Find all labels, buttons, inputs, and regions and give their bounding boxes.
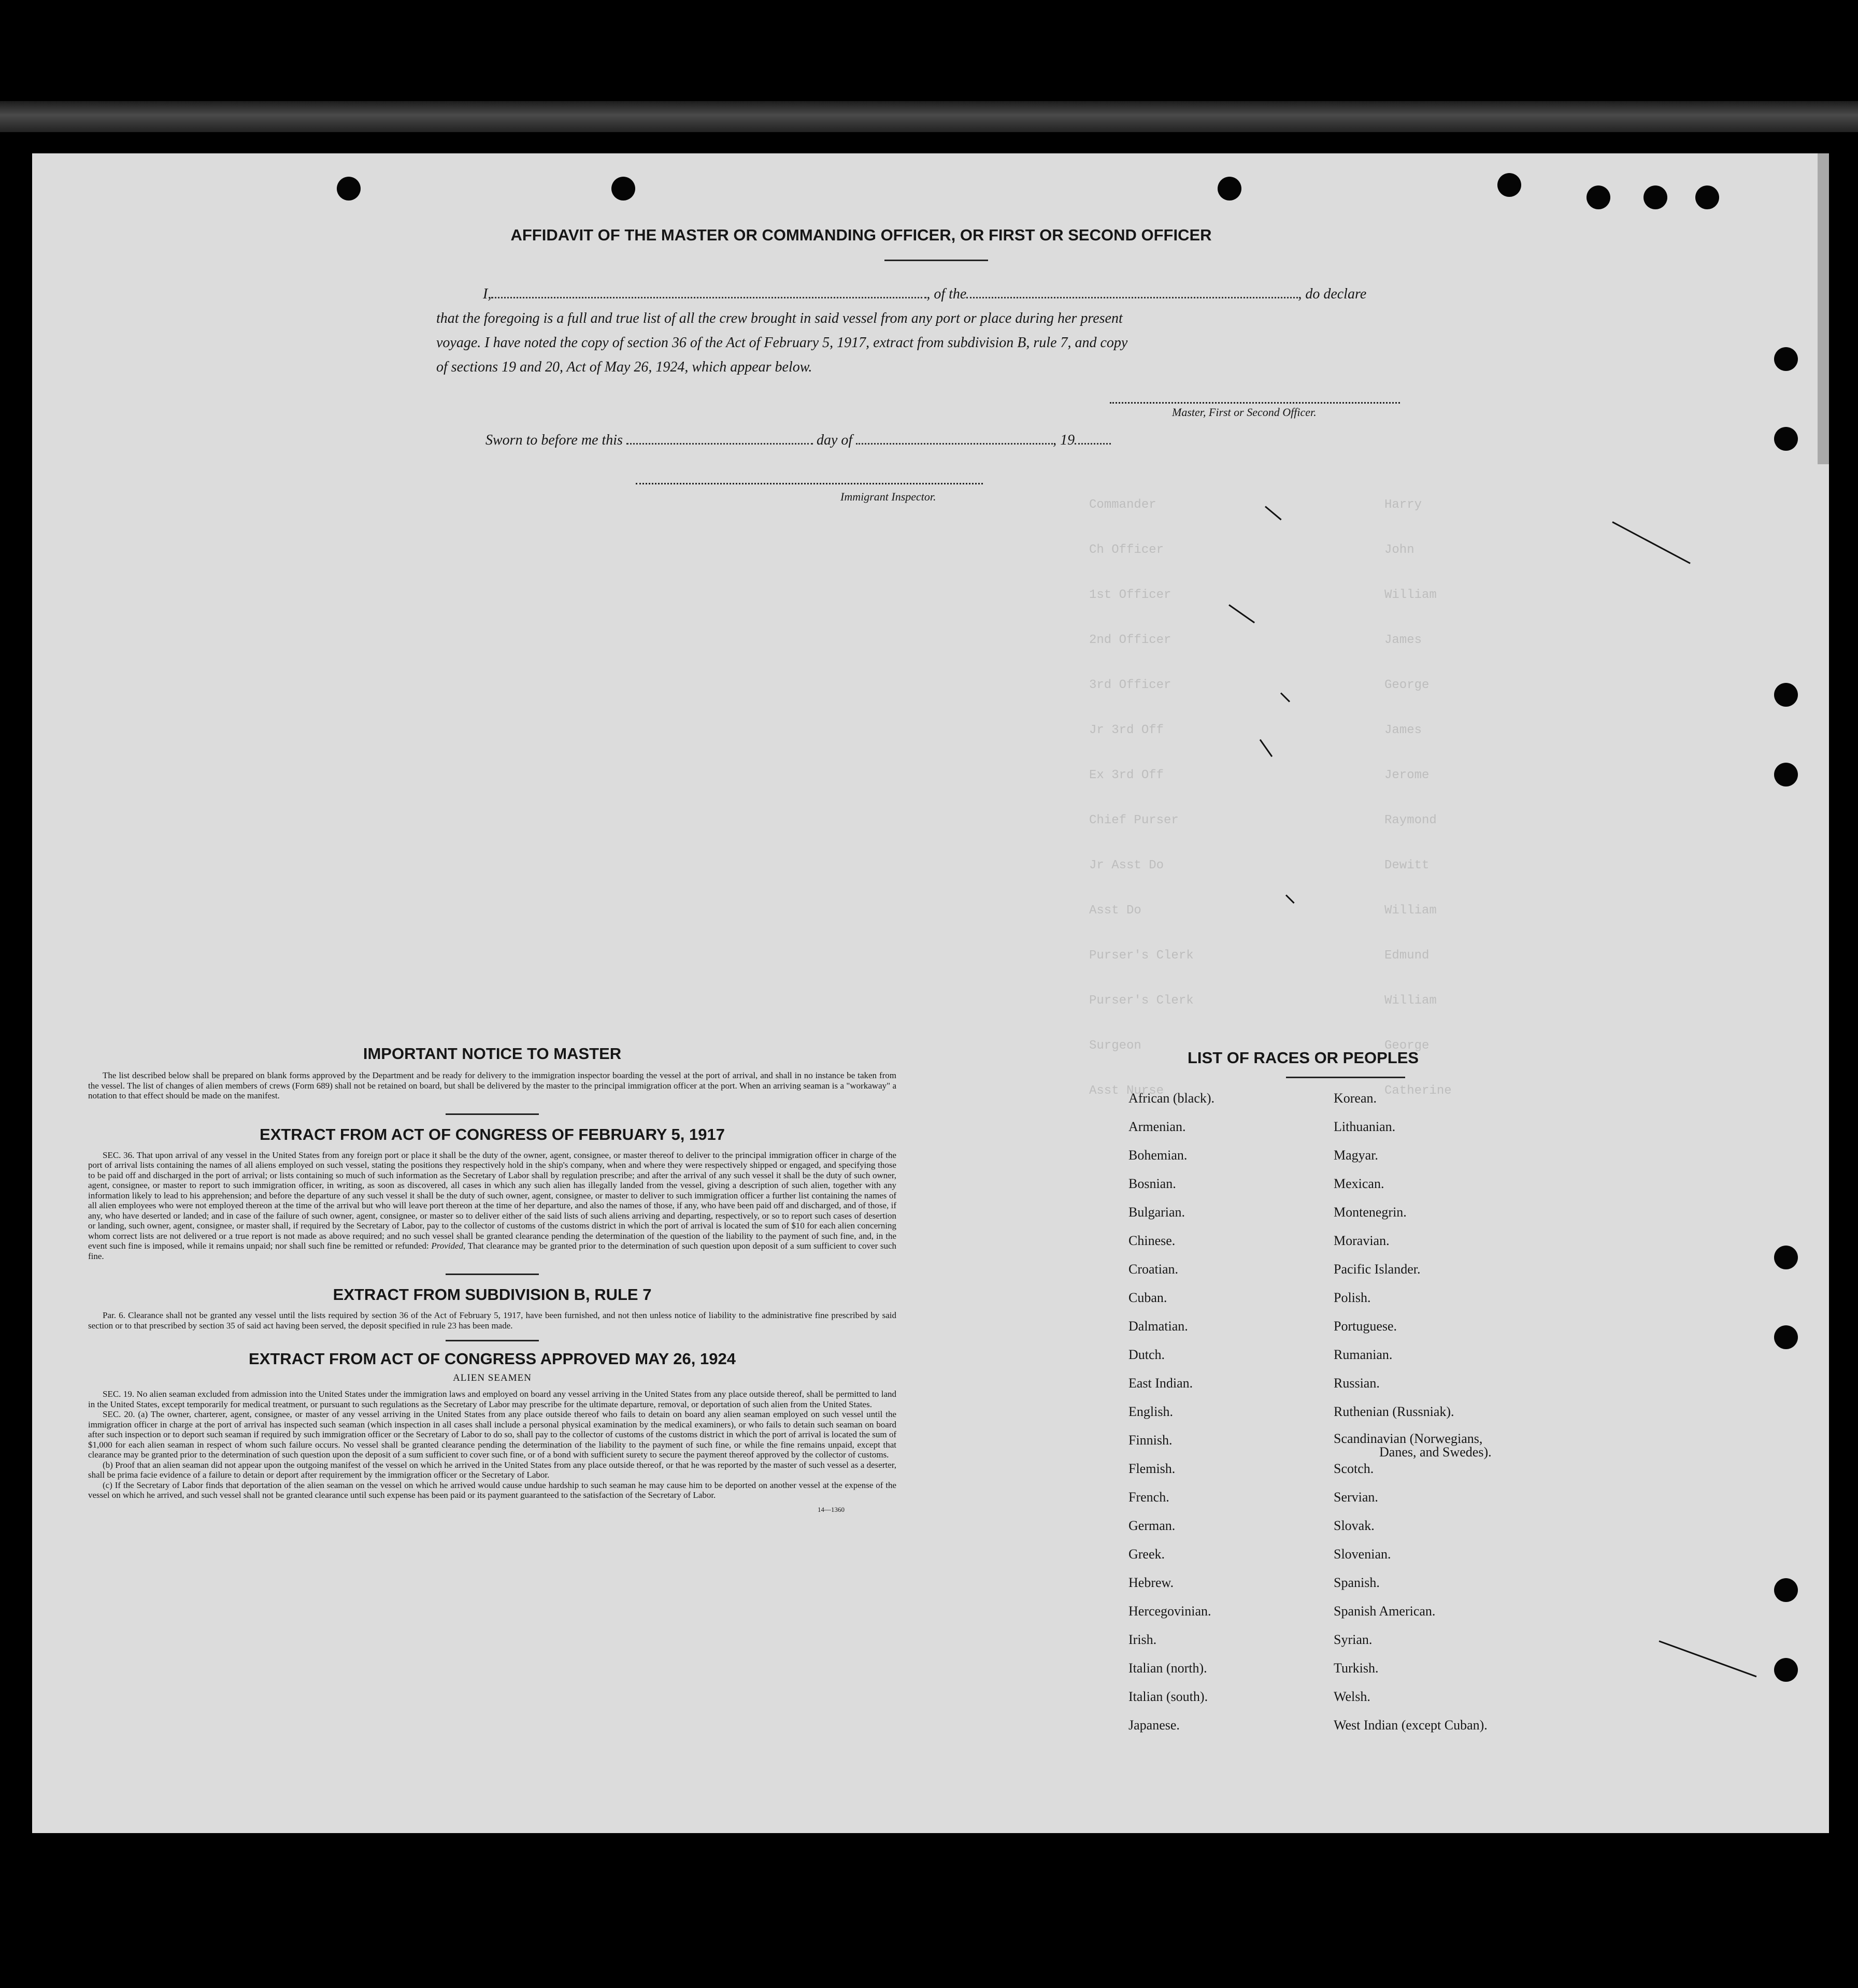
tick-mark	[1260, 739, 1273, 757]
tick-mark	[1228, 604, 1255, 623]
race-item: Spanish American.	[1334, 1604, 1436, 1619]
form-number: 14—1360	[818, 1505, 845, 1513]
race-item: Magyar.	[1334, 1148, 1378, 1163]
bleed-text: William	[1384, 994, 1437, 1008]
punch-hole	[1774, 347, 1798, 371]
race-item: Armenian.	[1128, 1119, 1186, 1134]
race-item: Slovenian.	[1334, 1547, 1391, 1562]
punch-hole	[1695, 185, 1719, 209]
sec20a-text: SEC. 20. (a) The owner, charterer, agent, consignee, or master of any vessel arriving in the United States from any place outside thereof who fails to detain on board any alien seaman employed on such vessel until the immigration officer in charge at the port of arrival has inspected such seaman (which inspection in all cases shall include a personal physical examination by the medical examiners), or who fails to detain such seaman on board after such inspection or to deport such seaman if required by such immigration officer or the Secretary of Labor to do so, shall pay to the collector of customs of the customs district in which the port of arrival is located the sum of $1,000 for each alien seaman in respect of whom such failure occurs. No vessel shall be granted clearance pending the determination of the liability to the payment of such fine, or while the fine remains unpaid, except that clearance may be granted prior to the determination of such question upon the deposit of a sum sufficient to cover such fine, or of a bond with sufficient surety to secure the payment thereof approved by the collector of customs.	[88, 1409, 896, 1460]
punch-hole	[1774, 1246, 1798, 1269]
bleed-text: 2nd Officer	[1089, 633, 1171, 647]
signature-line	[1110, 402, 1400, 404]
affidavit-line: voyage. I have noted the copy of section 36 of the Act of February 5, 1917, extract from subdivision B, rule 7, and copy	[436, 335, 1128, 351]
affidavit-line: of sections 19 and 20, Act of May 26, 1924, which appear below.	[436, 359, 812, 375]
month-blank	[856, 443, 1053, 445]
race-item: Croatian.	[1128, 1262, 1179, 1277]
race-item: Bohemian.	[1128, 1148, 1188, 1163]
race-item: Lithuanian.	[1334, 1119, 1396, 1134]
punch-hole	[611, 177, 635, 201]
race-item: Spanish.	[1334, 1575, 1380, 1590]
race-item: Greek.	[1128, 1547, 1165, 1562]
race-item: Servian.	[1334, 1490, 1378, 1505]
race-item: West Indian (except Cuban).	[1334, 1718, 1488, 1733]
race-item: East Indian.	[1128, 1376, 1193, 1391]
notice-text: The list described below shall be prepared on blank forms approved by the Department and be ready for delivery to the immigration inspector boarding the vessel at the port of arrival, and shall in no instance be taken from the vessel. The list of changes of alien members of crews (Form 689) shall not be retained on board, but shall be delivered by the master to the principal immigration officer at the port. When an arriving seaman is a "workaway" a notation to that effect should be made on the manifest.	[88, 1070, 896, 1100]
race-item: Cuban.	[1128, 1290, 1167, 1305]
name-blank	[491, 297, 926, 298]
race-item: Flemish.	[1128, 1461, 1176, 1476]
punch-hole	[1497, 173, 1521, 197]
race-item: Dalmatian.	[1128, 1319, 1188, 1334]
race-item: Bulgarian.	[1128, 1205, 1185, 1220]
tick-mark	[1285, 894, 1295, 904]
bleed-text: Catherine	[1384, 1084, 1452, 1098]
race-item: French.	[1128, 1490, 1169, 1505]
punch-hole	[1587, 185, 1610, 209]
race-item: Hebrew.	[1128, 1575, 1174, 1590]
race-item: Russian.	[1334, 1376, 1380, 1391]
bleed-text: Dewitt	[1384, 859, 1430, 873]
tick-mark	[1280, 692, 1290, 702]
bleed-text: William	[1384, 904, 1437, 918]
extract-1924-title: EXTRACT FROM ACT OF CONGRESS APPROVED MAY 26, 1924	[249, 1350, 736, 1368]
divider	[446, 1113, 539, 1115]
punch-hole	[337, 177, 361, 201]
race-item: Irish.	[1128, 1632, 1157, 1647]
race-item: Scandinavian (Norwegians,	[1334, 1431, 1483, 1446]
race-item: Mexican.	[1334, 1176, 1384, 1191]
tick-mark	[1265, 506, 1282, 520]
race-item: English.	[1128, 1404, 1173, 1419]
race-item: German.	[1128, 1518, 1176, 1533]
affidavit-declaration-line	[426, 286, 1436, 303]
race-item: Chinese.	[1128, 1233, 1176, 1248]
year-label: , 19	[1053, 432, 1075, 448]
bleed-text: Jr Asst Do	[1089, 859, 1164, 873]
sec20c-text: (c) If the Secretary of Labor finds that deportation of the alien seaman on the vessel on which he arrived would cause undue hardship to such seaman he may cause him to be deported on another vessel at the expense of the vessel on which he arrived, and such vessel shall not be granted clearance until such expense has been paid or its payment guaranteed to the satisfaction of the Secretary of Labor.	[88, 1480, 896, 1500]
races-title: LIST OF RACES OR PEOPLES	[1188, 1049, 1419, 1067]
race-item: Montenegrin.	[1334, 1205, 1407, 1220]
bleed-text: Asst Do	[1089, 904, 1141, 918]
scanner-top-band	[0, 101, 1858, 132]
race-item: Scotch.	[1334, 1461, 1374, 1476]
race-item: Pacific Islander.	[1334, 1262, 1421, 1277]
bleed-text: Purser's Clerk	[1089, 949, 1194, 963]
day-of-label: day of	[816, 432, 853, 448]
affidavit-title: AFFIDAVIT OF THE MASTER OR COMMANDING OFFICER, OR FIRST OR SECOND OFFICER	[510, 226, 1212, 244]
punch-hole	[1774, 1658, 1798, 1682]
bleed-text: Purser's Clerk	[1089, 994, 1194, 1008]
affidavit-line: that the foregoing is a full and true list of all the crew brought in said vessel from any port or place during her present	[436, 310, 1123, 326]
pen-stroke	[1659, 1640, 1756, 1677]
race-item: Dutch.	[1128, 1347, 1165, 1362]
bleed-text: Surgeon	[1089, 1039, 1141, 1053]
bleed-text: Raymond	[1384, 813, 1437, 827]
divider	[884, 260, 988, 261]
bleed-text: James	[1384, 723, 1422, 737]
year-blank	[1075, 443, 1111, 445]
bleed-text: 1st Officer	[1089, 588, 1171, 602]
punch-hole	[1774, 427, 1798, 451]
bleed-text: Harry	[1384, 498, 1422, 512]
divider	[1286, 1077, 1405, 1078]
alien-seamen-subtitle: ALIEN SEAMEN	[453, 1372, 532, 1383]
divider	[446, 1340, 539, 1341]
signature-line	[636, 483, 983, 484]
extract-1917-text	[88, 1150, 896, 1262]
sworn-line	[485, 432, 1111, 449]
document-sheet	[32, 153, 1829, 1833]
punch-hole	[1774, 1578, 1798, 1602]
i-label: I,	[483, 286, 492, 302]
bleed-text: Commander	[1089, 498, 1156, 512]
race-item: Polish.	[1334, 1290, 1371, 1305]
proviso-word: Provided,	[431, 1241, 466, 1251]
sworn-label: Sworn to before me this	[485, 432, 623, 448]
rule7-text: Par. 6. Clearance shall not be granted any vessel until the lists required by section 36 of the Act of February 5, 1917, have been furnished, and not then unless notice of liability to the administrative fine prescribed by said section or to that prescribed by section 35 of said act having been served, the deposit specified in rule 23 has been made.	[88, 1310, 896, 1331]
bleed-text: 3rd Officer	[1089, 678, 1171, 692]
of-the-label: , of the	[926, 286, 967, 302]
race-item: Korean.	[1334, 1091, 1377, 1106]
bleed-text: Chief Purser	[1089, 813, 1179, 827]
bleed-text: John	[1384, 543, 1414, 557]
race-item: Welsh.	[1334, 1689, 1370, 1704]
bleed-text: William	[1384, 588, 1437, 602]
race-item: Slovak.	[1334, 1518, 1375, 1533]
pen-stroke	[1612, 521, 1691, 564]
sec36-text: SEC. 36. That upon arrival of any vessel in the United States from any foreign port or place it shall be the duty of the owner, agent, consignee, or master thereof to deliver to the principal immigration officer in charge of the port of arrival lists containing the names of all aliens employed on such vessel, stating the positions they respectively hold in the ship's company, when and where they were respectively shipped or engaged, and specifying those to be paid off and discharged in the port of arrival; or lists containing so much of such information as the Secretary of Labor shall by regulation prescribe; and after the arrival of any such vessel it shall be the duty of such owner, agent, consignee, or master to report to such immigration officer, in writing, as soon as discovered, all cases in which any such alien has illegally landed from the vessel, giving a description of such alien, together with any information likely to lead to his apprehension; and before the departure of any such vessel it shall be the duty of such owner, agent, consignee, or master to deliver to such immigration officer a further list containing the names of all alien employees who were not employed thereon at the time of the arrival but who will leave port thereon at the time of her departure, and also the names of those, if any, who have been paid off and discharged, and of those, if any, who have deserted or landed; and in case of the failure of such owner, agent, consignee, or master so to deliver either of the said lists of such aliens arriving and departing, respectively, or so to report such cases of desertion or landing, such owner, agent, consignee, or master shall, if required by the Secretary of Labor, pay to the collector of customs of the customs district in which the port of arrival is located the sum of $10 for each alien concerning whom correct lists are not delivered or a true report is not made as above required; and no such vessel shall be granted clearance pending the determination of the question of the liability to the payment of such fine, and, in the event such fine is imposed, while it remains unpaid; nor shall such fine be remitted or refunded:	[88, 1150, 896, 1251]
day-blank	[626, 443, 813, 445]
punch-hole	[1643, 185, 1667, 209]
rule7-title: EXTRACT FROM SUBDIVISION B, RULE 7	[333, 1285, 652, 1304]
race-item: African (black).	[1128, 1091, 1215, 1106]
race-item: Hercegovinian.	[1128, 1604, 1211, 1619]
bleed-text: Asst Nurse	[1089, 1084, 1164, 1098]
notice-title: IMPORTANT NOTICE TO MASTER	[363, 1045, 622, 1063]
race-item: Syrian.	[1334, 1632, 1373, 1647]
punch-hole	[1774, 763, 1798, 786]
punch-hole	[1774, 683, 1798, 707]
punch-hole	[1218, 177, 1241, 201]
bleed-text: Jerome	[1384, 768, 1430, 782]
vessel-blank	[966, 297, 1298, 298]
punch-hole	[1774, 1325, 1798, 1349]
race-item: Italian (north).	[1128, 1661, 1207, 1676]
declare-label: , do declare	[1298, 286, 1367, 302]
divider	[446, 1274, 539, 1275]
master-signature-label: Master, First or Second Officer.	[1172, 406, 1317, 419]
bleed-text: Edmund	[1384, 949, 1430, 963]
sec20b-text: (b) Proof that an alien seaman did not appear upon the outgoing manifest of the vessel on which he arrived in the United States from any place outside thereof, or that he was reported by the master of such vessel as a deserter, shall be prima facie evidence of a failure to detain or deport after requirement by the immigration officer or the Secretary of Labor.	[88, 1460, 896, 1480]
race-item: Ruthenian (Russniak).	[1334, 1404, 1454, 1419]
race-item: Bosnian.	[1128, 1176, 1176, 1191]
extract-1917-title: EXTRACT FROM ACT OF CONGRESS OF FEBRUARY 5, 1917	[260, 1125, 725, 1143]
race-item: Finnish.	[1128, 1433, 1173, 1448]
inspector-signature-label: Immigrant Inspector.	[840, 490, 936, 503]
bleed-text: Ex 3rd Off	[1089, 768, 1164, 782]
race-item: Moravian.	[1334, 1233, 1390, 1248]
sec19-text: SEC. 19. No alien seaman excluded from admission into the United States under the immigration laws and employed on board any vessel arriving in the United States from any place outside thereof, shall be permitted to land in the United States, except temporarily for medical treatment, or pursuant to such regulations as the Secretary of Labor may prescribe for the ultimate departure, removal, or deportation of such alien from the United States.	[88, 1389, 896, 1409]
bleed-text: Ch Officer	[1089, 543, 1164, 557]
race-item: Turkish.	[1334, 1661, 1379, 1676]
race-item: Japanese.	[1128, 1718, 1180, 1733]
bleed-text: George	[1384, 1039, 1430, 1053]
race-item: Italian (south).	[1128, 1689, 1208, 1704]
proviso-text: That clearance may be granted prior to the determination of such question upon deposit of a sum sufficient to cover such fine.	[88, 1241, 897, 1261]
race-item-continuation: Danes, and Swedes).	[1379, 1444, 1492, 1460]
race-item: Portuguese.	[1334, 1319, 1397, 1334]
notice-column	[88, 1045, 896, 1514]
bleed-text: George	[1384, 678, 1430, 692]
bleed-text: Jr 3rd Off	[1089, 723, 1164, 737]
bleed-text: James	[1384, 633, 1422, 647]
race-item: Rumanian.	[1334, 1347, 1393, 1362]
